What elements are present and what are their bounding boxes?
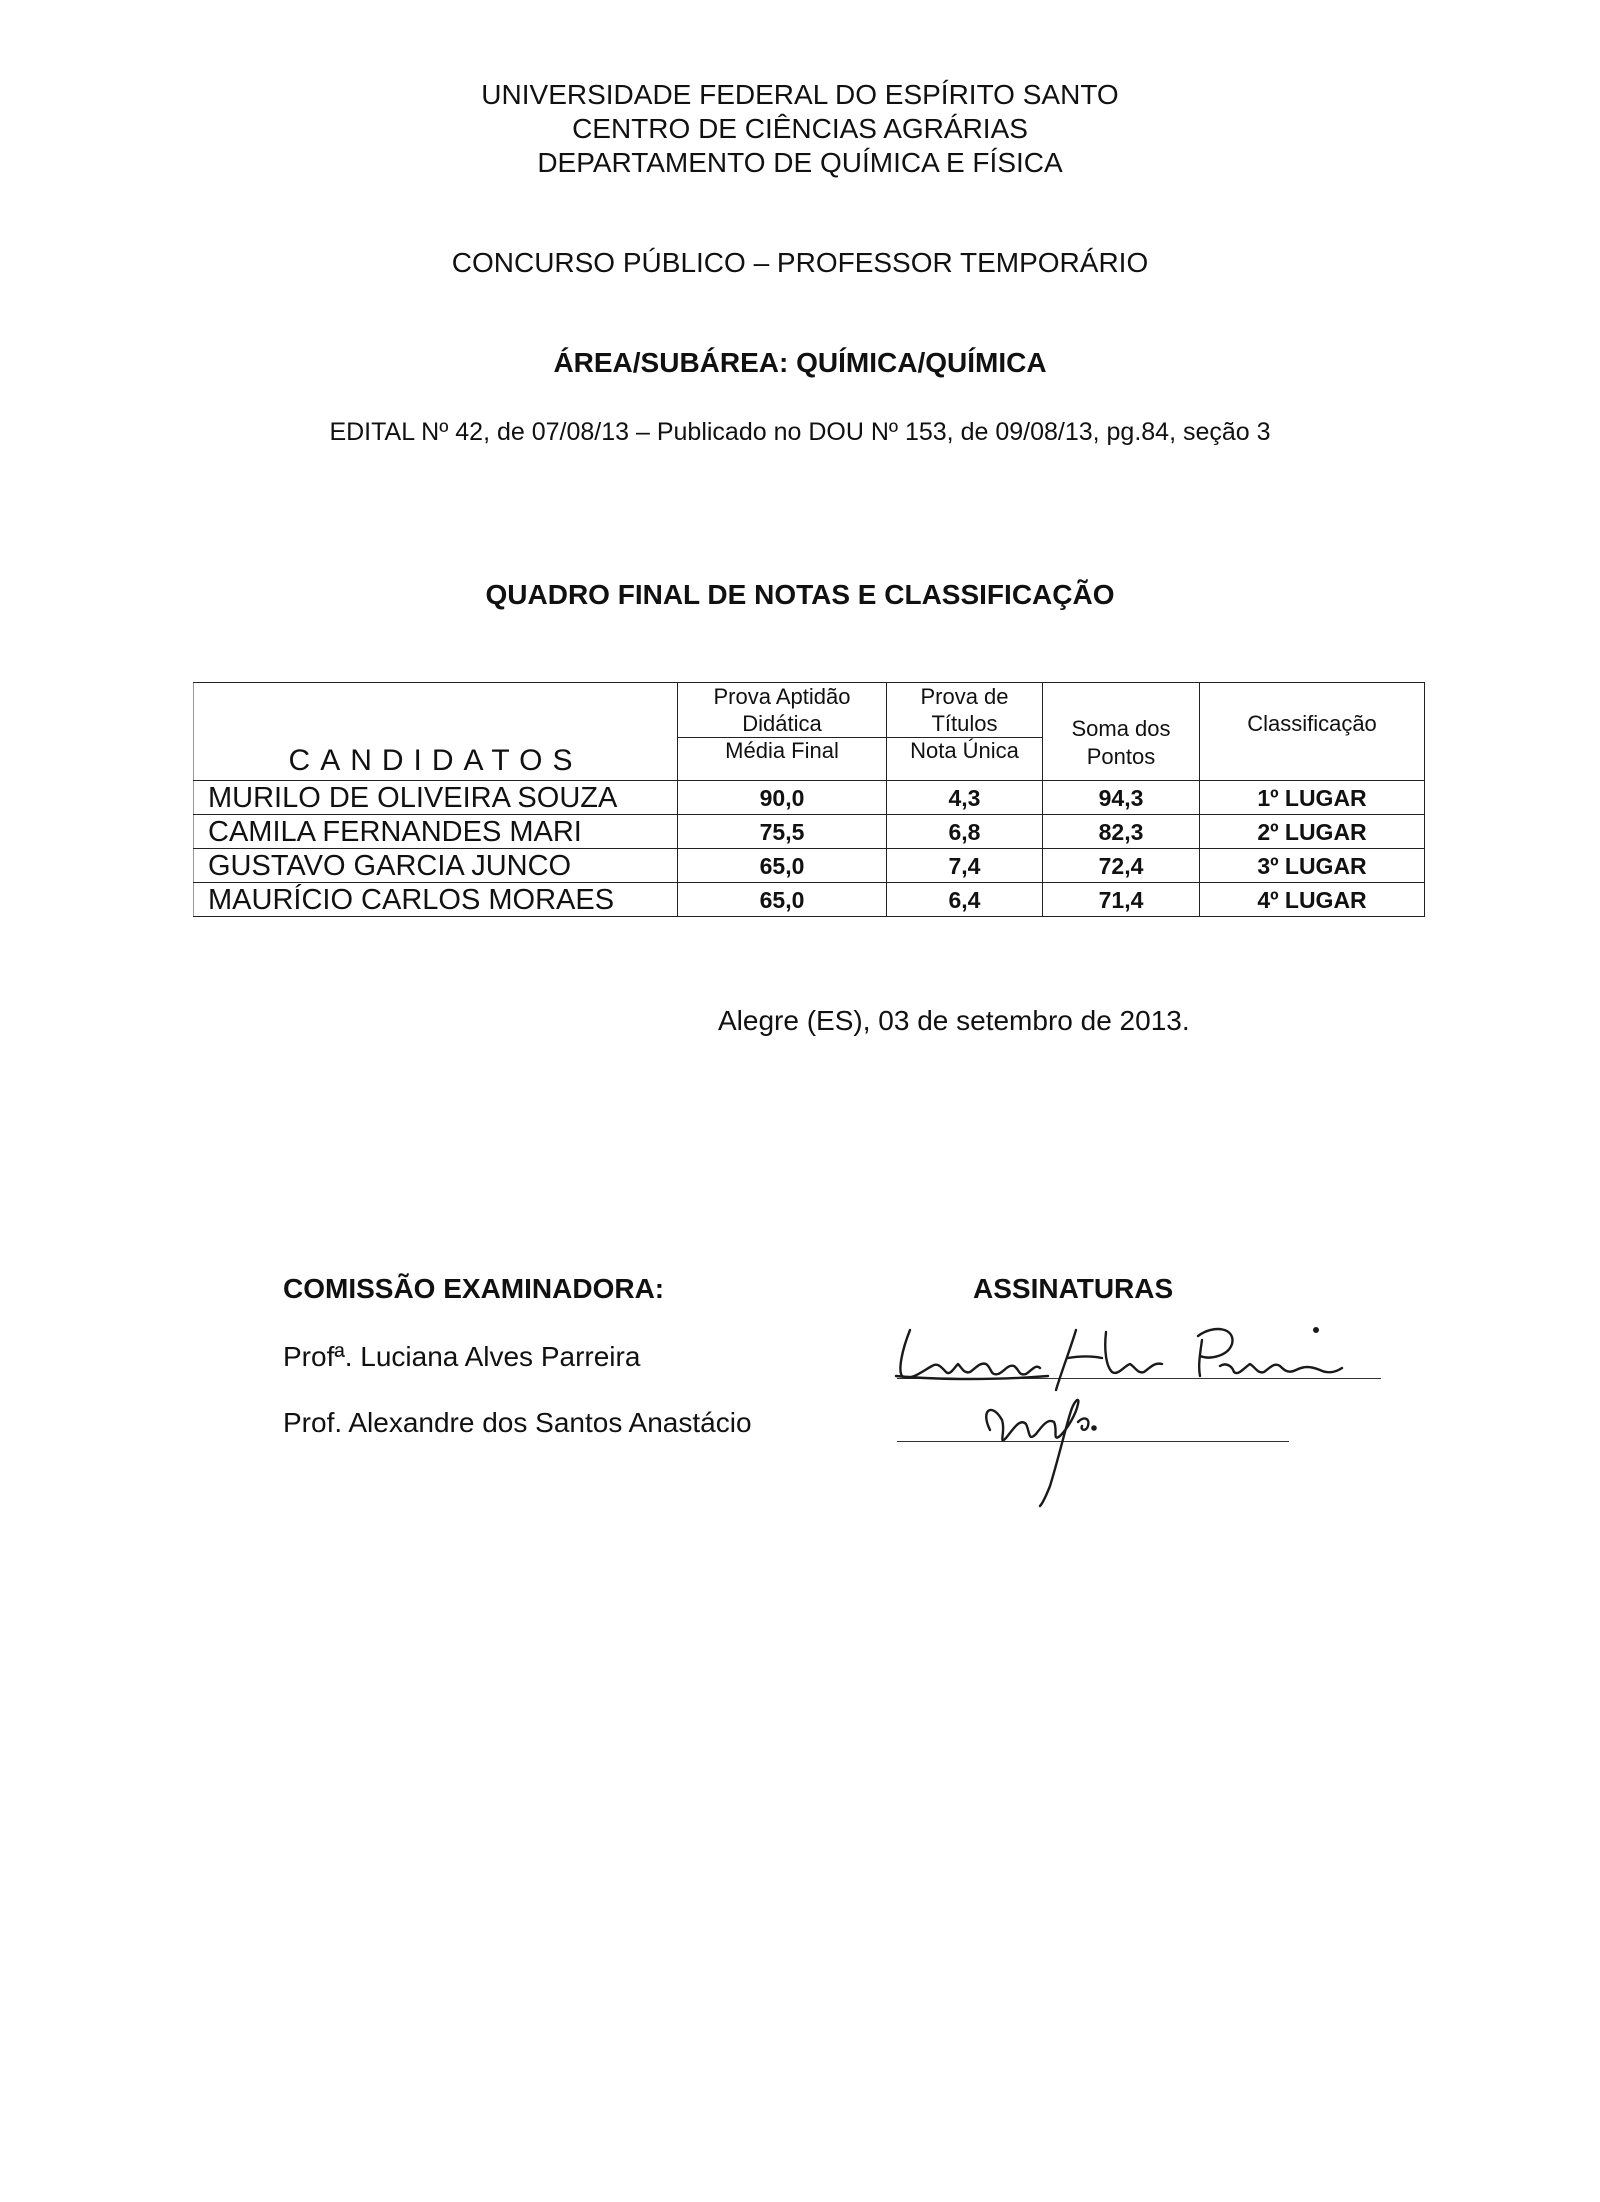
media-final-value: 90,0	[678, 781, 887, 815]
nota-unica-value: 6,8	[887, 815, 1043, 849]
department-name: DEPARTAMENTO DE QUÍMICA E FÍSICA	[537, 147, 1063, 178]
header-media-final: Média Final	[678, 738, 887, 781]
header-nota-unica: Nota Única	[887, 738, 1043, 781]
soma-value: 82,3	[1043, 815, 1200, 849]
media-final-value: 65,0	[678, 849, 887, 883]
table-row	[194, 883, 1425, 917]
header-soma: Soma dos Pontos	[1043, 683, 1200, 781]
nota-unica-value: 6,4	[887, 883, 1043, 917]
area-subarea: ÁREA/SUBÁREA: QUÍMICA/QUÍMICA	[553, 347, 1047, 378]
classificacao-value: 2º LUGAR	[1200, 815, 1425, 849]
table-title: QUADRO FINAL DE NOTAS E CLASSIFICAÇÃO	[485, 579, 1115, 610]
nota-unica-value: 4,3	[887, 781, 1043, 815]
soma-value: 72,4	[1043, 849, 1200, 883]
table-row	[194, 781, 1425, 815]
header-classificacao: Classificação	[1200, 683, 1425, 781]
candidate-name: CAMILA FERNANDES MARI	[194, 815, 678, 849]
header-prova-titulos: Prova de Títulos	[887, 683, 1043, 738]
university-name: UNIVERSIDADE FEDERAL DO ESPÍRITO SANTO	[481, 79, 1119, 110]
classificacao-value: 1º LUGAR	[1200, 781, 1425, 815]
results-table	[193, 682, 1425, 917]
soma-value: 71,4	[1043, 883, 1200, 917]
place-date: Alegre (ES), 03 de setembro de 2013.	[718, 1005, 1190, 1036]
classificacao-value: 3º LUGAR	[1200, 849, 1425, 883]
center-name: CENTRO DE CIÊNCIAS AGRÁRIAS	[572, 113, 1028, 144]
commission-member-1: Profª. Luciana Alves Parreira	[283, 1341, 641, 1372]
candidate-name: MAURÍCIO CARLOS MORAES	[194, 883, 678, 917]
concurso-title: CONCURSO PÚBLICO – PROFESSOR TEMPORÁRIO	[451, 247, 1149, 278]
table-header-row	[194, 683, 1425, 738]
nota-unica-value: 7,4	[887, 849, 1043, 883]
soma-value: 94,3	[1043, 781, 1200, 815]
candidate-name: MURILO DE OLIVEIRA SOUZA	[194, 781, 678, 815]
edital-line: EDITAL Nº 42, de 07/08/13 – Publicado no DOU Nº 153, de 09/08/13, pg.84, seção 3	[329, 418, 1271, 446]
table-row	[194, 815, 1425, 849]
commission-title: COMISSÃO EXAMINADORA:	[283, 1273, 665, 1304]
signatures-title: ASSINATURAS	[973, 1273, 1174, 1304]
classificacao-value: 4º LUGAR	[1200, 883, 1425, 917]
header-prova-aptidao: Prova Aptidão Didática	[678, 683, 887, 738]
table-row	[194, 849, 1425, 883]
candidate-name: GUSTAVO GARCIA JUNCO	[194, 849, 678, 883]
commission-member-2: Prof. Alexandre dos Santos Anastácio	[283, 1407, 752, 1438]
media-final-value: 65,0	[678, 883, 887, 917]
handwritten-signatures	[880, 1310, 1400, 1510]
header-candidatos: CANDIDATOS	[194, 683, 678, 781]
media-final-value: 75,5	[678, 815, 887, 849]
